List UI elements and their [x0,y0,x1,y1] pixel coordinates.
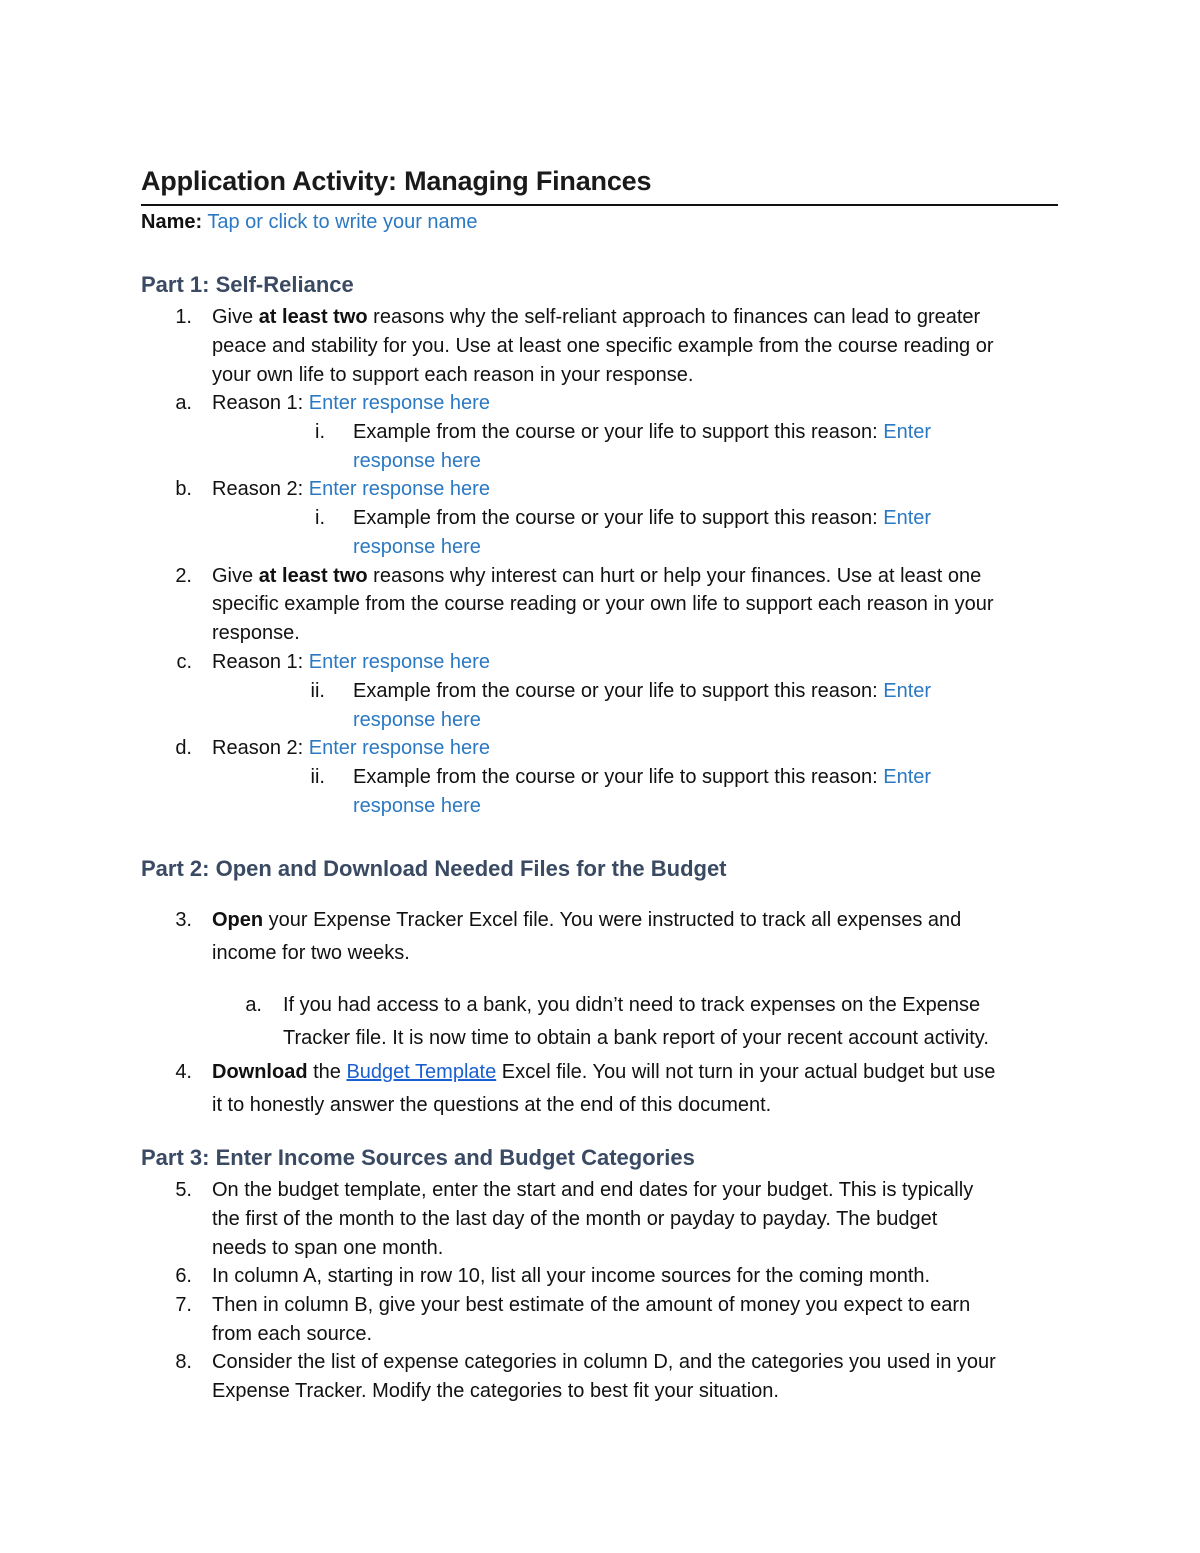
q3a-line2: Tracker file. It is now time to obtain a bank report of your recent account activity. [283,1027,989,1049]
item-a: Reason 1: Enter response here [212,392,490,414]
q3-line1: Open your Expense Tracker Excel file. You were instructed to track all expenses and [212,909,962,931]
name-field[interactable]: Tap or click to write your name [207,211,478,233]
q8-line2: Expense Tracker. Modify the categories to best fit your situation. [212,1380,779,1402]
q6-line1: In column A, starting in row 10, list all your income sources for the coming month. [212,1265,931,1287]
q2-marker: 2. [175,565,192,587]
q7-line2: from each source. [212,1323,373,1345]
q6-marker: 6. [175,1265,192,1287]
reason2-field[interactable]: Enter response here [308,478,490,500]
q1-line3: your own life to support each reason in your response. [212,364,694,386]
example1-field[interactable]: Enter [883,421,932,443]
name-label: Name: [141,211,203,233]
item-a-sub: Example from the course or your life to support this reason: Enter [353,421,932,443]
q2-line1: Give at least two reasons why interest can hurt or help your finances. Use at least one [212,565,982,587]
q3a-line1: If you had access to a bank, you didn’t need to track expenses on the Expense [283,994,981,1016]
q5-line2: the first of the month to the last day of the month or payday to payday. The budget [212,1208,938,1230]
q2-line2: specific example from the course reading or your own life to support each reason in your [212,593,994,615]
item-d-sub-marker: ii. [310,766,325,788]
reason4-field[interactable]: Enter response here [308,737,490,759]
item-a-marker: a. [175,392,192,414]
item-c-marker: c. [176,651,192,673]
reason1-field[interactable]: Enter response here [308,392,490,414]
part1-heading: Part 1: Self-Reliance [141,272,354,297]
title-divider [141,204,1058,206]
example2-field[interactable]: Enter [883,507,932,529]
q7-line1: Then in column B, give your best estimate of the amount of money you expect to earn [212,1294,971,1316]
q2-line3: response. [212,622,300,644]
q5-line1: On the budget template, enter the start and end dates for your budget. This is typically [212,1179,974,1201]
item-b: Reason 2: Enter response here [212,478,490,500]
item-c-sub-marker: ii. [310,680,325,702]
q4-line1: Download the Budget Template Excel file. You will not turn in your actual budget but use [212,1061,996,1083]
item-c-sub: Example from the course or your life to support this reason: Enter [353,680,932,702]
q8-line1: Consider the list of expense categories in column D, and the categories you used in your [212,1351,996,1373]
item-d-sub: Example from the course or your life to support this reason: Enter [353,766,932,788]
item-b-sub-marker: i. [315,507,325,529]
example3-field[interactable]: Enter [883,680,932,702]
q4-marker: 4. [175,1061,192,1083]
item-b-marker: b. [175,478,192,500]
item-b-sub: Example from the course or your life to support this reason: Enter [353,507,932,529]
q1-marker: 1. [175,306,192,328]
example1-field-cont[interactable]: response here [353,450,481,472]
reason3-field[interactable]: Enter response here [308,651,490,673]
example2-field-cont[interactable]: response here [353,536,481,558]
example4-field[interactable]: Enter [883,766,932,788]
q8-marker: 8. [175,1351,192,1373]
example3-field-cont[interactable]: response here [353,709,481,731]
q4-line2: it to honestly answer the questions at the end of this document. [212,1094,772,1116]
example4-field-cont[interactable]: response here [353,795,481,817]
budget-template-link[interactable]: Budget Template [346,1061,497,1083]
part2-heading: Part 2: Open and Download Needed Files for the Budget [141,856,727,881]
q3-line2: income for two weeks. [212,942,410,964]
q3-marker: 3. [175,909,192,931]
part3-heading: Part 3: Enter Income Sources and Budget Categories [141,1145,695,1170]
item-c: Reason 1: Enter response here [212,651,490,673]
q1-line1: Give at least two reasons why the self-reliant approach to finances can lead to greater [212,306,981,328]
q5-marker: 5. [175,1179,192,1201]
q5-line3: needs to span one month. [212,1237,444,1259]
name-line [141,208,477,237]
item-d: Reason 2: Enter response here [212,737,490,759]
item-a-sub-marker: i. [315,421,325,443]
q1-line2: peace and stability for you. Use at least one specific example from the course reading or [212,335,994,357]
q7-marker: 7. [175,1294,192,1316]
page-title: Application Activity: Managing Finances [141,166,652,196]
q3a-marker: a. [245,994,262,1016]
item-d-marker: d. [175,737,192,759]
